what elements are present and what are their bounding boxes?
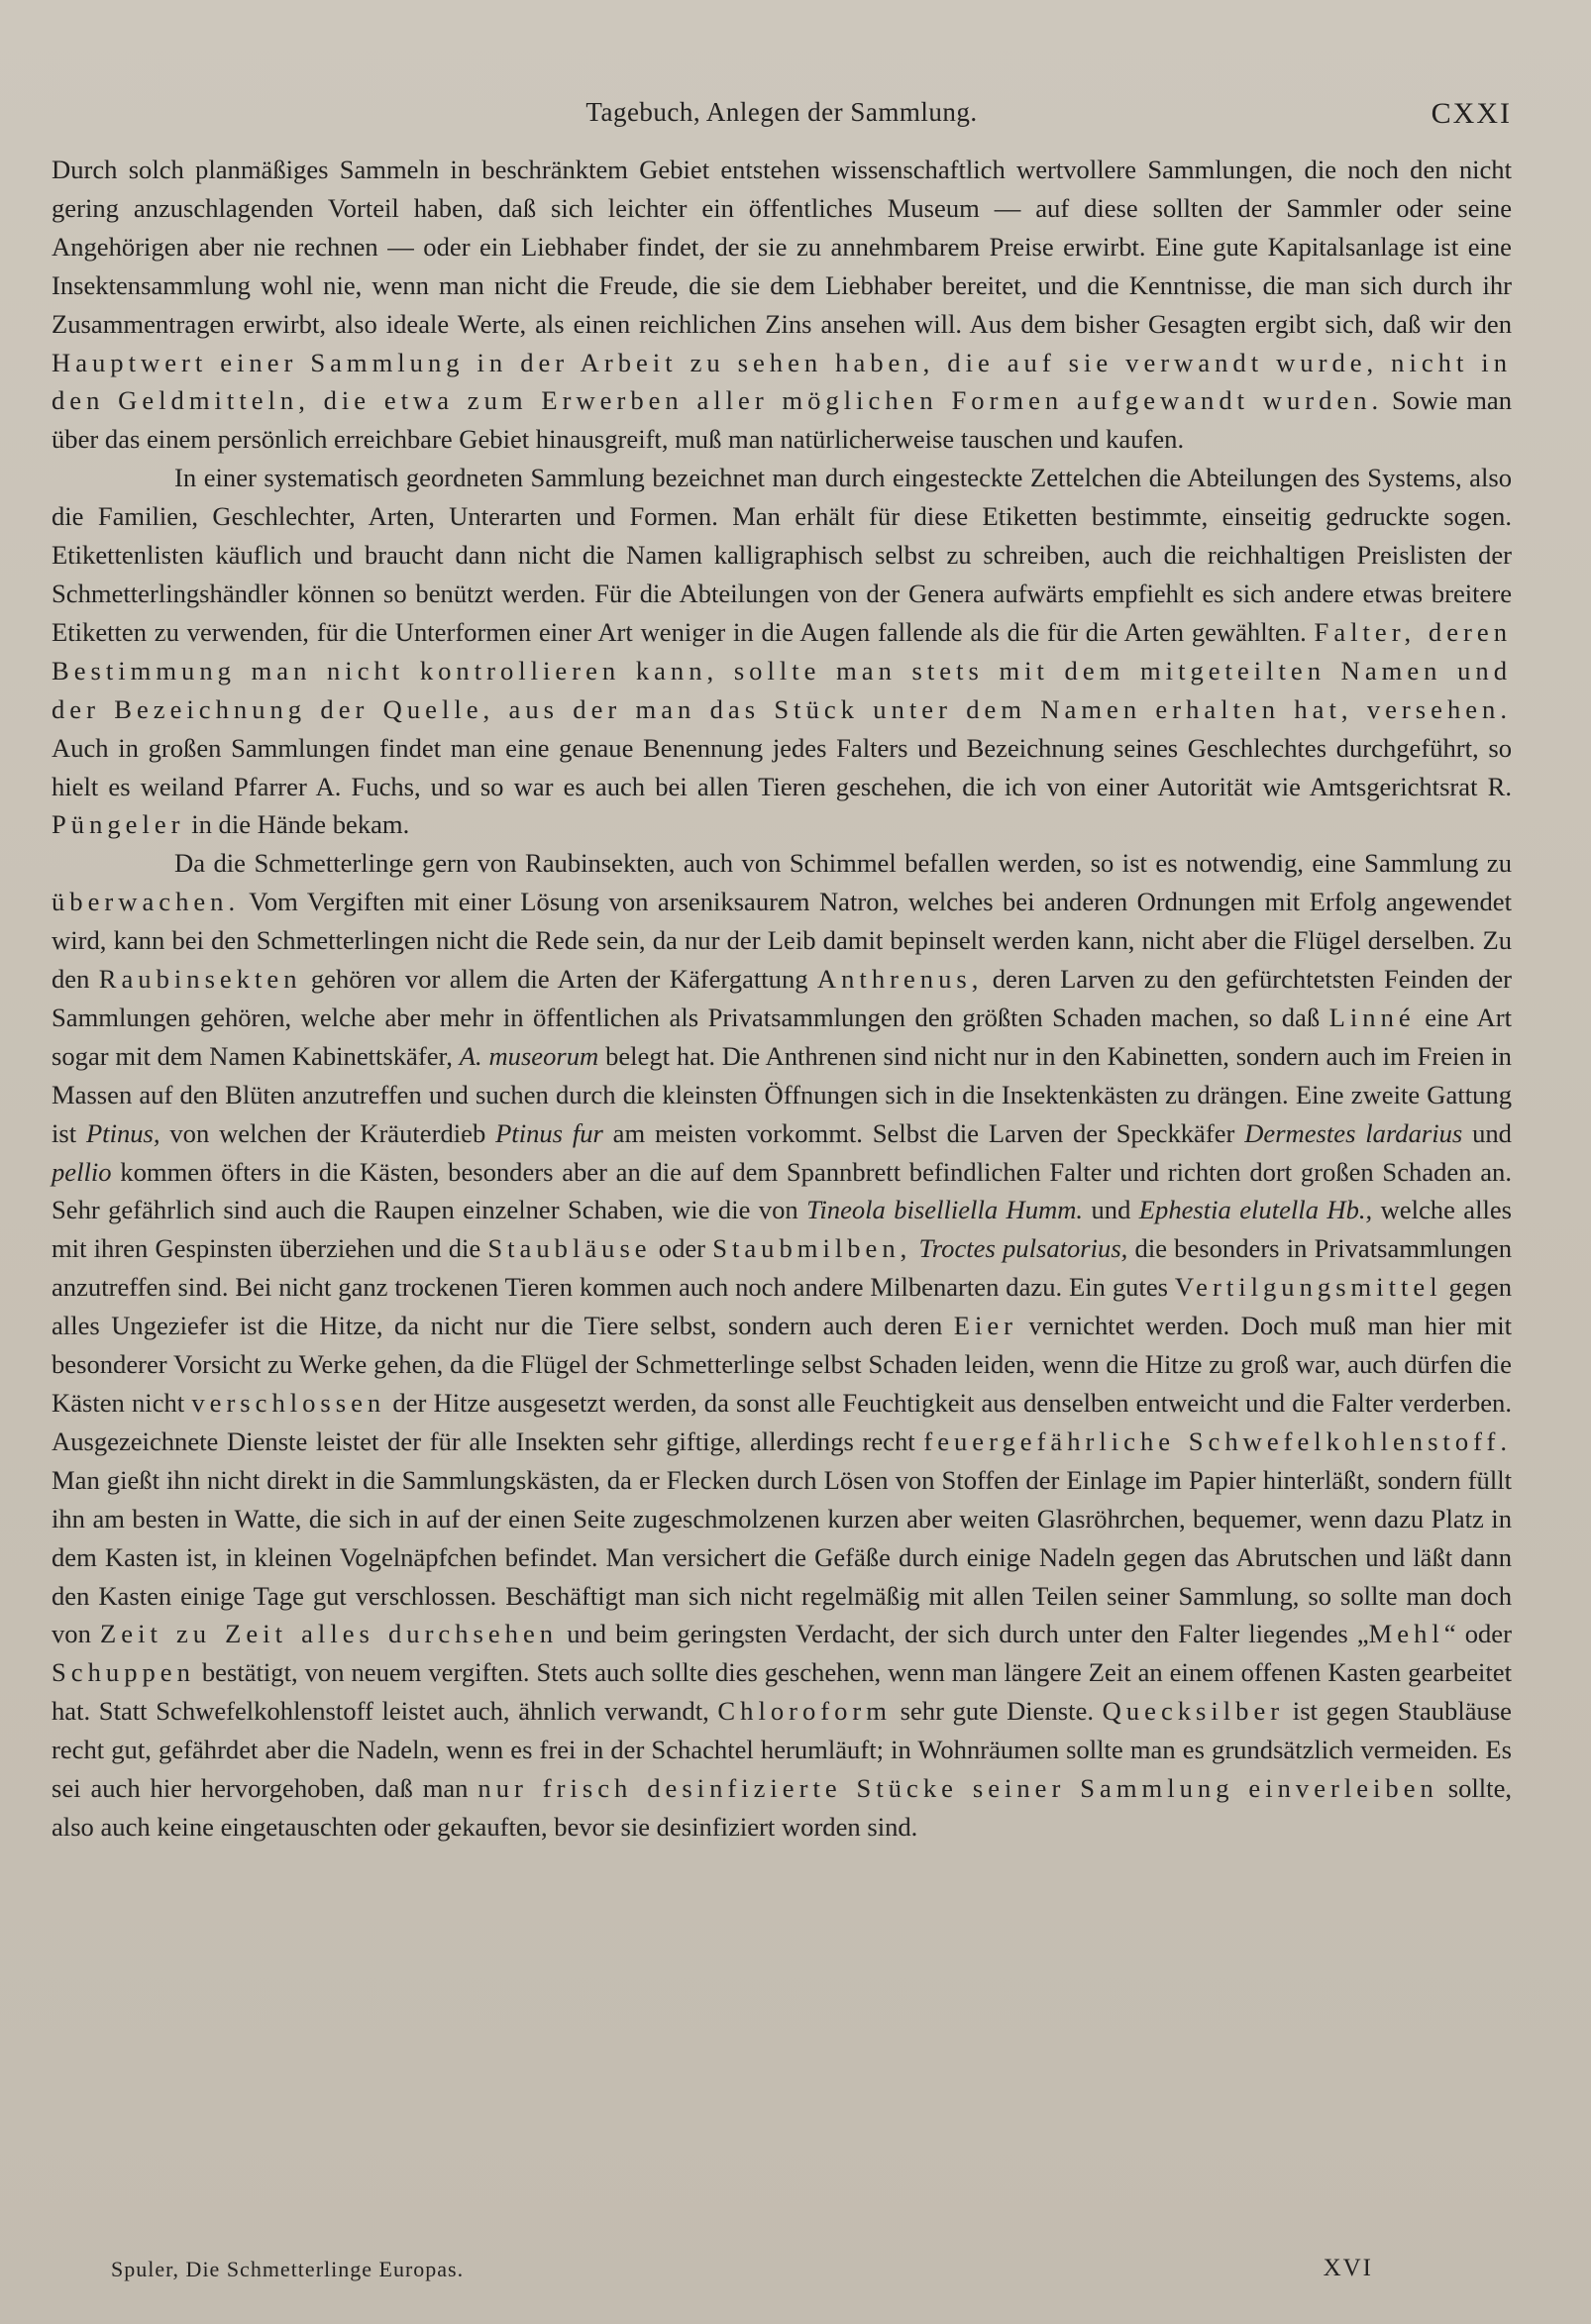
text-run: welche alles mit ihren Gespinsten überziehen und die	[52, 1195, 1513, 1264]
spaced-emphasis: Eier	[953, 1311, 1018, 1341]
italic-name: Dermestes lardarius	[1244, 1117, 1463, 1148]
spaced-emphasis: überwachen.	[52, 887, 241, 917]
text-run: am meisten vorkommt. Selbst die Larven der Speckkäfer	[602, 1117, 1245, 1148]
text-run: belegt hat. Die Anthrenen sind nicht nur in den Kabinetten, sondern auch im Freien in Massen auf den Blüten anzutreffen und suchen durch die kleinsten Öffnungen sich in die Insektenkästen zu drängen. Eine zweite Gattung ist	[52, 1040, 1512, 1148]
text-run: der Hitze ausgesetzt werden, da sonst alle Feuchtigkeit aus denselben entweicht und die Falter verderben. Ausgezeichnete Dienste leistet der für alle Insekten sehr giftige, allerdings recht	[52, 1388, 1512, 1456]
spaced-emphasis: Quecksilber	[1102, 1696, 1285, 1727]
body-text	[52, 151, 1512, 1847]
text-run: kommen öfters in die Kästen, besonders aber an die auf dem Spannbrett befindlichen Falter und richten dort großen Schaden an. Sehr gefährlich sind auch die Raupen einzelner Schaben, wie die von	[52, 1156, 1512, 1225]
text-run: sehr gute Dienste.	[891, 1696, 1103, 1727]
text-run: bestätigt, von neuem vergiften. Stets auch sollte dies geschehen, wenn man längere Zeit an einem offenen Kasten gearbeitet hat. Statt Schwefelkohlenstoff leistet auch, ähnlich verwandt,	[52, 1657, 1512, 1727]
page-number: CXXI	[1431, 97, 1512, 130]
text-run: deren Larven zu den gefürchtetsten Feinden der Sammlungen gehören, welche aber mehr in öffentlichen als Privatsammlungen den größten Schaden machen, so daß	[52, 964, 1513, 1032]
text-run: “ oder	[1443, 1619, 1512, 1649]
text-run: die besonders in Privatsammlungen anzutreffen sind. Bei nicht ganz trockenen Tieren kommen auch noch andere Milbenarten dazu. Ein gutes	[52, 1233, 1512, 1303]
spaced-emphasis: verschlossen	[191, 1388, 386, 1418]
spaced-emphasis: Falter, deren Bestimmung man nicht kontrollieren kann, sollte man stets mit dem mitgeteilten Namen und der Bezeichnung der Quelle, aus der man das Stück unter dem Namen erhalten hat, versehen.	[52, 616, 1512, 724]
spaced-emphasis: Anthrenus,	[816, 964, 984, 995]
text-run: Sowie man über das einem persönlich erreichbare Gebiet hinausgreift, muß man natürlicherweise tauschen und kaufen.	[52, 385, 1512, 455]
footer-source-line: Spuler, Die Schmetterlinge Europas.	[111, 2257, 465, 2281]
paragraph	[52, 151, 1512, 459]
italic-name: Ephestia elutella Hb.,	[1138, 1195, 1373, 1225]
text-run: und beim geringsten Verdacht, der sich durch unter den Falter liegendes „	[558, 1619, 1369, 1649]
text-run: Man gießt ihn nicht direkt in die Sammlungskästen, da er Flecken durch Lösen von Stoffen der Einlage im Papier hinterläßt, sondern füllt ihn am besten in Watte, die sich in auf der einen Seite zugeschmolzenen kurzen aber weiten Glasröhrchen, bequemer, wenn dazu Platz in dem Kasten ist, in kleinen Vogelnäpfchen befindet. Man versichert die Gefäße durch einige Nadeln gegen das Abrutschen und läßt dann den Kasten einige Tage gut verschlossen. Beschäftigt man sich nicht regelmäßig mit allen Teilen seiner Sammlung, so sollte man doch von	[52, 1464, 1512, 1649]
spaced-emphasis: Vertilgungsmittel	[1174, 1272, 1442, 1303]
running-head: Tagebuch, Anlegen der Sammlung.	[585, 97, 978, 127]
spaced-emphasis: Püngeler	[52, 809, 185, 840]
spaced-emphasis: Staubmilben,	[712, 1233, 912, 1264]
text-run: Vom Vergiften mit einer Lösung von arseniksaurem Natron, welches bei anderen Ordnungen mit Erfolg angewendet wird, kann bei den Schmetterlingen nicht die Rede sein, da nur der Leib damit bepinselt werden kann, nicht aber die Flügel derselben. Zu den	[52, 887, 1512, 995]
spaced-emphasis: Mehl	[1368, 1619, 1444, 1649]
italic-name: Ptinus,	[85, 1117, 160, 1148]
italic-name: Ptinus fur	[495, 1117, 603, 1148]
spaced-emphasis: Schuppen	[52, 1657, 195, 1688]
text-run: sollte, also auch keine eingetauschten oder gekauften, bevor sie desinfiziert worden sind.	[52, 1773, 1513, 1842]
text-run: und	[1462, 1117, 1512, 1148]
text-run: eine Art sogar mit dem Namen Kabinettskäfer,	[52, 1002, 1512, 1071]
spaced-emphasis: feuergefährliche Schwefelkohlenstoff.	[923, 1426, 1512, 1456]
page-footer	[52, 2257, 1512, 2290]
italic-name: Tineola biselliella Humm.	[806, 1195, 1084, 1225]
page-header	[52, 97, 1512, 141]
spaced-emphasis: Linné	[1328, 1002, 1416, 1032]
italic-name: A. museorum	[459, 1040, 599, 1071]
text-run: gehören vor allem die Arten der Käfergattung	[301, 964, 817, 995]
paragraph	[52, 459, 1512, 844]
text-run: ist gegen Staubläuse recht gut, gefährdet aber die Nadeln, wenn es frei in der Schachtel herumläuft; in Wohnräumen sollte man es grundsätzlich vermeiden. Es sei auch hier hervorgehoben, daß man	[52, 1696, 1512, 1804]
text-run: in die Hände bekam.	[184, 809, 410, 840]
text-run: Durch solch planmäßiges Sammeln in beschränktem Gebiet entstehen wissenschaftlich wertvollere Sammlungen, die noch den nicht gering anzuschlagenden Vorteil haben, daß sich leichter ein öffentliches Museum — auf diese sollten der Sammler oder seine Angehörigen aber nie rechnen — oder ein Liebhaber findet, der sie zu annehmbarem Preise erwirbt. Eine gute Kapitalsanlage ist eine Insektensammlung wohl nie, wenn man nicht die Freude, die sie dem Liebhaber bereitet, und die Kenntnisse, die man sich durch ihr Zusammentragen erwirbt, also ideale Werte, als einen reichlichen Zins ansehen will. Aus dem bisher Gesagten ergibt sich, daß wir den	[52, 155, 1512, 339]
text-run: Da die Schmetterlinge gern von Raubinsekten, auch von Schimmel befallen werden, so ist es notwendig, eine Sammlung zu	[174, 848, 1512, 879]
spaced-emphasis: nur frisch desinfizierte Stücke seiner Sammlung einverleiben	[477, 1773, 1438, 1804]
text-run: gegen alles Ungeziefer ist die Hitze, da nicht nur die Tiere selbst, sondern auch deren	[52, 1272, 1512, 1341]
spaced-emphasis: Zeit zu Zeit alles durchsehen	[100, 1619, 559, 1649]
printer-signature: XVI	[1323, 2255, 1373, 2281]
spaced-emphasis: Chloroform	[717, 1696, 892, 1727]
spaced-emphasis: Raubinsekten	[98, 964, 302, 995]
text-run: In einer systematisch geordneten Sammlung bezeichnet man durch eingesteckte Zettelchen die Abteilungen des Systems, also die Familien, Geschlechter, Arten, Unterarten und Formen. Man erhält für diese Etiketten bestimmte, einseitig gedruckte sogen. Etikettenlisten käuflich und braucht dann nicht die Namen kalligraphisch selbst zu schreiben, auch die reichhaltigen Preislisten der Schmetterlingshändler können so benützt werden. Für die Abteilungen von der Genera aufwärts empfiehlt es sich andere etwas breitere Etiketten zu verwenden, für die Unterformen einer Art weniger in die Augen fallende als die für die Arten gewählten.	[52, 463, 1512, 647]
text-run: und	[1083, 1195, 1139, 1225]
italic-name: pellio	[52, 1156, 112, 1187]
text-run: Auch in großen Sammlungen findet man eine genaue Benennung jedes Falters und Bezeichnung seines Geschlechtes durchgeführt, so hielt es weiland Pfarrer A. Fuchs, und so war es auch bei allen Tieren geschehen, die ich von einer Autorität wie Amtsgerichtsrat R.	[52, 732, 1512, 801]
spaced-emphasis: Hauptwert einer Sammlung in der Arbeit zu sehen haben, die auf sie verwandt wurde, nicht in den Geldmitteln, die etwa zum Erwerben aller möglichen Formen aufgewandt wurden.	[52, 347, 1512, 416]
text-run: vernichtet werden. Doch muß man hier mit besonderer Vorsicht zu Werke gehen, da die Flügel der Schmetterlinge selbst Schaden leiden, wenn die Hitze zu groß war, auch dürfen die Kästen nicht	[52, 1311, 1512, 1418]
paragraph	[52, 844, 1512, 1847]
spaced-emphasis: Staubläuse	[487, 1233, 652, 1264]
italic-name: Troctes pulsatorius,	[918, 1233, 1128, 1264]
text-run: oder	[651, 1233, 713, 1264]
text-run: von welchen der Kräuterdieb	[159, 1117, 496, 1148]
